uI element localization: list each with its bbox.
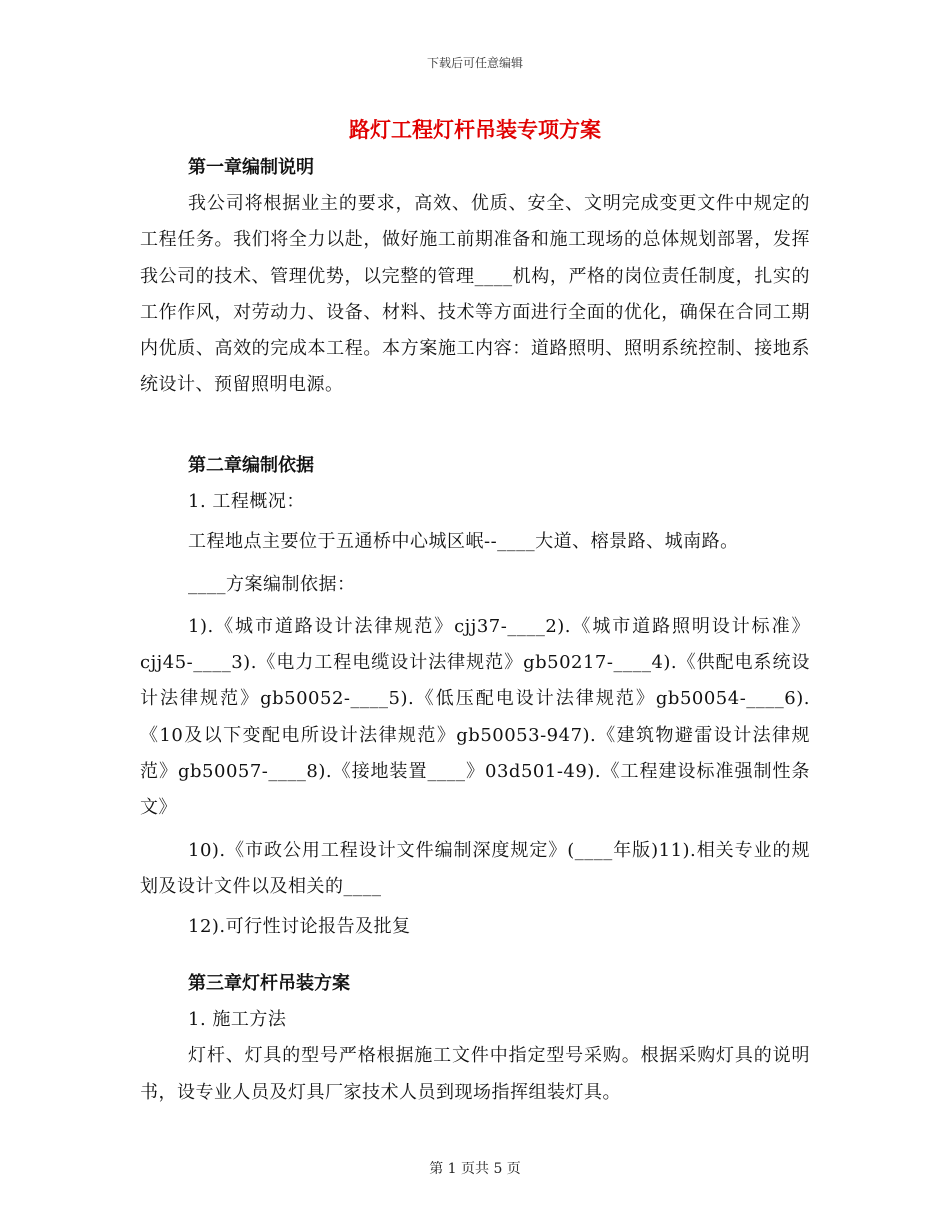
chapter-1-paragraph: 我公司将根据业主的要求，高效、优质、安全、文明完成变更文件中规定的工程任务。我们将全力以赴，做好施工前期准备和施工现场的总体规划部署，发挥我公司的技术、管理优势，以完整的管理____机构，严格的岗位责任制度，扎实的工作作风，对劳动力、设备、材料、技术等方面进行全面的优化，确保在合同工期内优质、高效的完成本工程。本方案施工内容：道路照明、照明系统控制、接地系统设计、预留照明电源。	[140, 193, 810, 396]
construction-method-subheading: 1. 施工方法	[188, 1009, 287, 1030]
page-header: 下载后可任意编辑	[426, 56, 523, 70]
project-location-paragraph: 工程地点主要位于五通桥中心城区岷--____大道、榕景路、城南路。	[188, 531, 739, 553]
document-title: 路灯工程灯杆吊装专项方案	[349, 117, 601, 142]
chapter-3-heading: 第三章灯杆吊装方案	[188, 973, 350, 994]
chapter-1	[140, 150, 810, 404]
chapter-3-paragraph: 灯杆、灯具的型号严格根据施工文件中指定型号采购。根据采购灯具的说明书，设专业人员及灯具厂家技术人员到现场指挥组装灯具。	[140, 1045, 810, 1103]
basis-intro-paragraph: ____方案编制依据：	[188, 573, 356, 595]
standards-list-item-12: 12).可行性讨论报告及批复	[188, 916, 411, 938]
project-overview-subheading: 1. 工程概况：	[188, 491, 305, 512]
standards-list-paragraph: 1).《城市道路设计法律规范》cjj37-____2).《城市道路照明设计标准》cjj45-____3).《电力工程电缆设计法律规范》gb50217-____4).《供配电系统设计法律规范》gb50052-____5).《低压配电设计法律规范》gb50054-____6).《10及以下变配电所设计法律规范》gb50053-947).《建筑物避雷设计法律规范》gb50057-____8).《接地装置____》03d501-49).《工程建设标准强制性条文》	[140, 615, 810, 819]
chapter-2	[140, 448, 810, 946]
chapter-1-heading: 第一章编制说明	[188, 157, 314, 178]
chapter-2-heading: 第二章编制依据	[188, 455, 314, 476]
page-footer: 第 1 页共 5 页	[429, 1161, 521, 1177]
standards-list-paragraph-2: 10).《市政公用工程设计文件编制深度规定》(____年版)11).相关专业的规划及设计文件以及相关的____	[140, 839, 810, 897]
chapter-3	[140, 966, 810, 1111]
